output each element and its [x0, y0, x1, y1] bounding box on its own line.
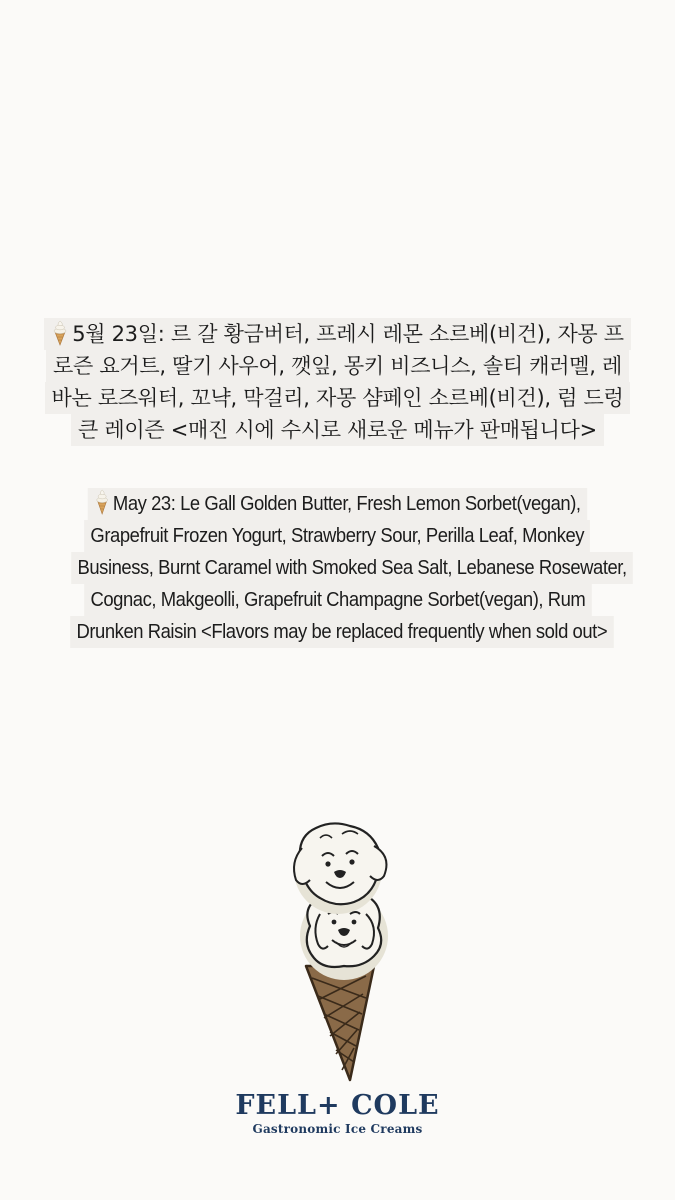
english-line-1 [88, 488, 587, 520]
english-line-2: Grapefruit Frozen Yogurt, Strawberry Sour, Perilla Leaf, Monkey [84, 520, 590, 552]
english-line-4: Cognac, Makgeolli, Grapefruit Champagne Sorbet(vegan), Rum [84, 584, 591, 616]
dog-ice-cream-cone-icon [262, 818, 422, 1088]
korean-line-4: 큰 레이즌 <매진 시에 수시로 새로운 메뉴가 판매됩니다> [71, 414, 604, 446]
english-line-1-text: May 23: Le Gall Golden Butter, Fresh Lemon Sorbet(vegan), [113, 492, 581, 515]
waffle-cone [306, 966, 374, 1080]
brand-wordmark [0, 1090, 675, 1136]
korean-line-2: 로즌 요거트, 딸기 사우어, 깻잎, 몽키 비즈니스, 솔티 캐러멜, 레 [46, 350, 629, 382]
korean-flavor-list [40, 318, 635, 446]
english-flavor-list [40, 488, 635, 648]
brand-tagline: Gastronomic Ice Creams [252, 1122, 423, 1136]
korean-line-1 [44, 318, 631, 350]
english-line-3: Business, Burnt Caramel with Smoked Sea Salt, Lebanese Rosewater, [71, 552, 633, 584]
korean-line-3: 바논 로즈워터, 꼬냑, 막걸리, 자몽 샴페인 소르베(비건), 럼 드렁 [45, 382, 631, 414]
brand-name: FELL+ COLE [235, 1090, 440, 1121]
soft-ice-cream-icon [51, 320, 69, 346]
english-line-5: Drunken Raisin <Flavors may be replaced frequently when sold out> [70, 616, 613, 648]
soft-ice-cream-icon [94, 489, 110, 515]
korean-line-1-text: 5월 23일: 르 갈 황금버터, 프레시 레몬 소르베(비건), 자몽 프 [72, 322, 624, 346]
